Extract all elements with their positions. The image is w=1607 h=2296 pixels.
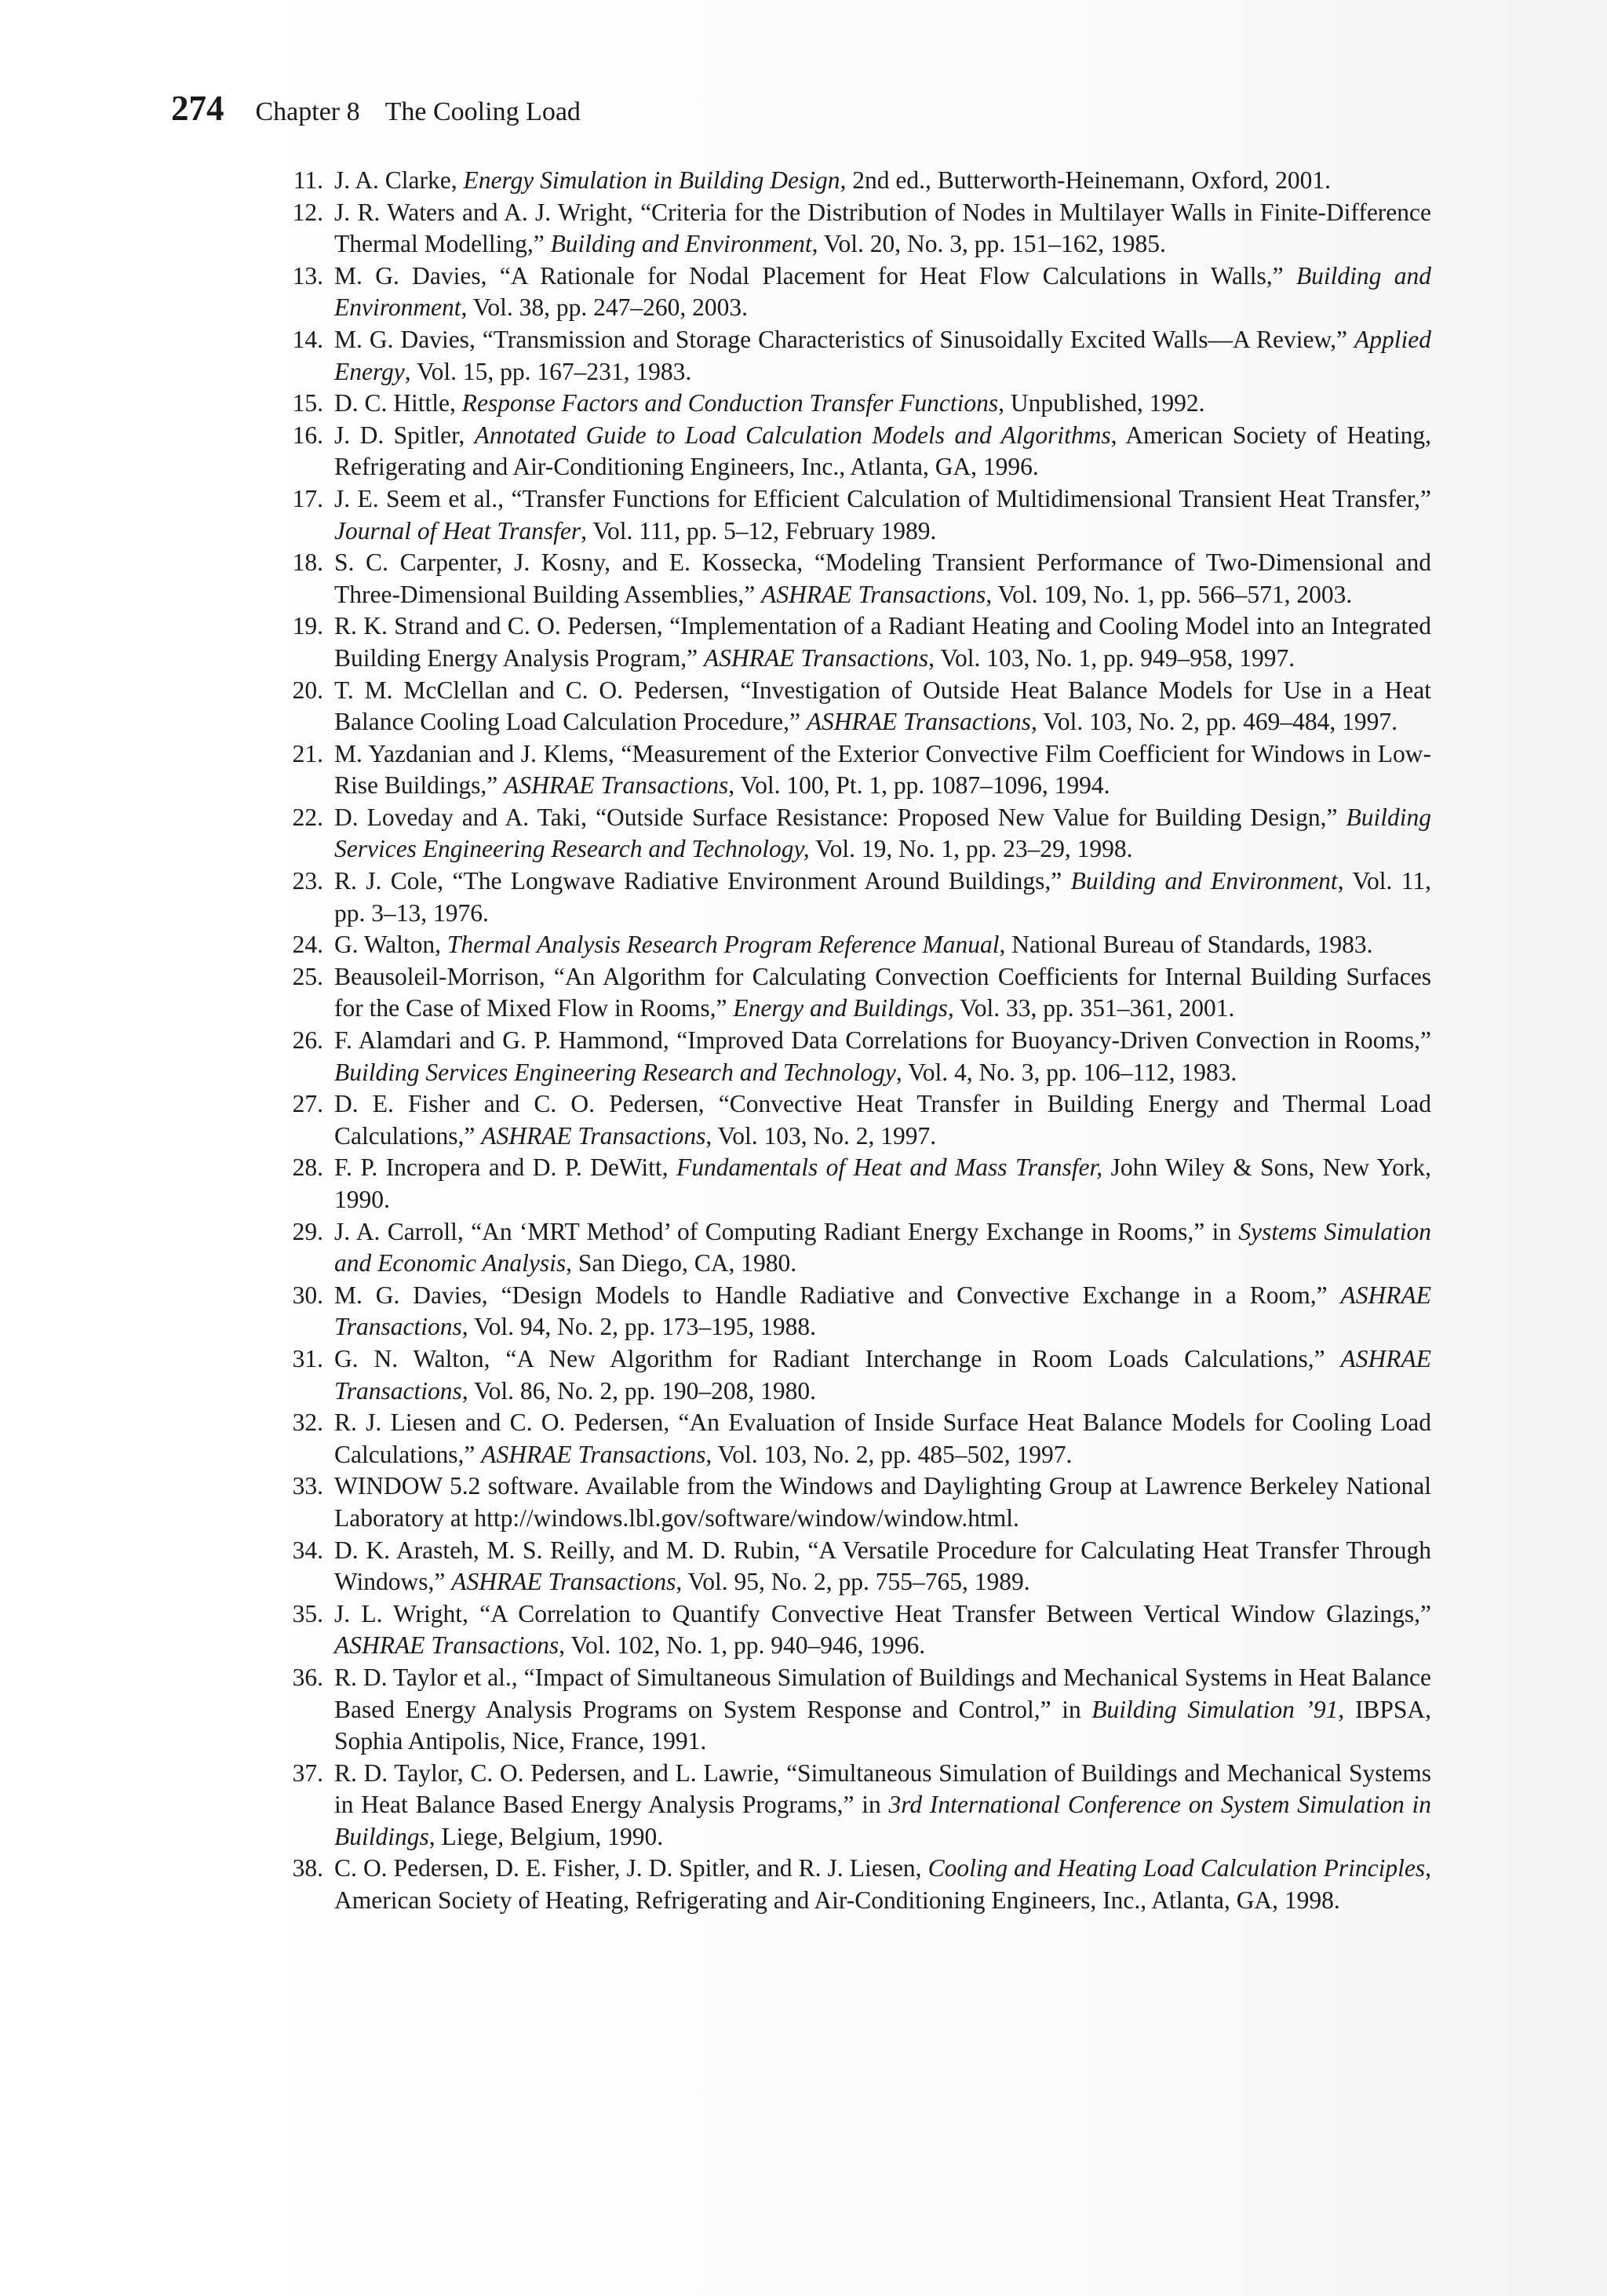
- reference-number: 36.: [292, 1663, 323, 1691]
- reference-segment: J. L. Wright, “A Correlation to Quantify Convective Heat Transfer Between Vertical Window Glazings,”: [334, 1599, 1431, 1627]
- reference-text: [334, 548, 1431, 608]
- reference-item: [282, 610, 1431, 674]
- reference-item: [282, 1407, 1431, 1471]
- reference-segment: , Vol. 109, No. 1, pp. 566–571, 2003.: [986, 580, 1353, 608]
- reference-item: [282, 802, 1431, 866]
- reference-source-title: Thermal Analysis Research Program Reference Manual: [446, 931, 1000, 959]
- reference-segment: , Vol. 111, pp. 5–12, February 1989.: [581, 516, 937, 545]
- reference-segment: D. E. Fisher and C. O. Pedersen, “Convective Heat Transfer in Building Energy and Thermal Load Calculations,”: [334, 1090, 1431, 1150]
- reference-number: 25.: [292, 962, 323, 990]
- reference-source-title: Energy and Buildings,: [733, 994, 954, 1022]
- reference-source-title: Annotated Guide to Load Calculation Models and Algorithms: [474, 421, 1111, 449]
- reference-segment: , Vol. 103, No. 2, pp. 485–502, 1997.: [705, 1440, 1073, 1468]
- reference-text: [334, 485, 1431, 545]
- reference-source-title: ASHRAE Transactions: [334, 1631, 559, 1660]
- reference-number: 35.: [292, 1599, 323, 1627]
- reference-segment: , Vol. 95, No. 2, pp. 755–765, 1989.: [676, 1568, 1030, 1596]
- reference-segment: Beausoleil-Morrison, “An Algorithm for Calculating Convection Coefficients for Internal Building Surfaces for the Case of Mixed Flow in Rooms,”: [334, 962, 1431, 1022]
- chapter-label: Chapter 8: [255, 97, 360, 126]
- reference-source-title: Response Factors and Conduction Transfer Functions: [461, 389, 999, 417]
- reference-number: 27.: [292, 1090, 323, 1118]
- reference-segment: M. Yazdanian and J. Klems, “Measurement of the Exterior Convective Film Coefficient for Windows in Low-Rise Buildings,”: [334, 739, 1431, 800]
- reference-number: 38.: [292, 1854, 323, 1882]
- reference-number: 24.: [292, 931, 323, 959]
- reference-item: [282, 1535, 1431, 1598]
- reference-segment: M. G. Davies, “Design Models to Handle Radiative and Convective Exchange in a Room,”: [334, 1281, 1341, 1309]
- reference-number: 14.: [292, 325, 323, 353]
- reference-text: [334, 1664, 1431, 1755]
- reference-text: [334, 1536, 1431, 1596]
- reference-source-title: Fundamentals of Heat and Mass Transfer,: [676, 1153, 1103, 1182]
- reference-text: [334, 166, 1331, 194]
- reference-item: [282, 675, 1431, 738]
- reference-number: 16.: [292, 421, 323, 449]
- reference-item: [282, 1152, 1431, 1215]
- reference-source-title: ASHRAE Transactions: [451, 1568, 676, 1596]
- reference-segment: , Vol. 4, No. 3, pp. 106–112, 1983.: [895, 1058, 1237, 1086]
- reference-segment: , National Bureau of Standards, 1983.: [999, 931, 1373, 959]
- running-head: [171, 88, 581, 138]
- reference-item: [282, 1758, 1431, 1853]
- reference-segment: Vol. 19, No. 1, pp. 23–29, 1998.: [809, 835, 1133, 863]
- reference-segment: , American Society of Heating, Refrigerating and Air-Conditioning Engineers, Inc., Atlanta, GA, 1996.: [334, 421, 1431, 481]
- reference-source-title: Building and Environment: [1070, 867, 1338, 895]
- reference-item: [282, 1343, 1431, 1407]
- reference-source-title: ASHRAE Transactions: [334, 1281, 1431, 1341]
- reference-number: 30.: [292, 1281, 323, 1309]
- reference-number: 18.: [292, 548, 323, 577]
- reference-text: [334, 199, 1431, 258]
- reference-item: [282, 929, 1431, 961]
- reference-text: [334, 262, 1431, 322]
- reference-source-title: Energy Simulation in Building Design,: [463, 166, 847, 194]
- reference-segment: J. D. Spitler,: [334, 421, 475, 449]
- reference-text: [334, 389, 1204, 417]
- reference-text: [334, 1153, 1431, 1213]
- reference-number: 11.: [293, 166, 323, 194]
- reference-segment: , San Diego, CA, 1980.: [566, 1249, 797, 1277]
- reference-text: [334, 867, 1431, 927]
- reference-segment: , Vol. 103, No. 1, pp. 949–958, 1997.: [928, 643, 1295, 672]
- reference-source-title: 3rd International Conference on System Simulation in Buildings: [334, 1791, 1431, 1850]
- reference-segment: , Vol. 15, pp. 167–231, 1983.: [404, 357, 692, 385]
- reference-segment: R. J. Cole, “The Longwave Radiative Environment Around Buildings,”: [334, 867, 1071, 895]
- reference-number: 17.: [292, 484, 323, 512]
- reference-item: [282, 261, 1431, 324]
- reference-segment: F. Alamdari and G. P. Hammond, “Improved Data Correlations for Buoyancy-Driven Convection in Rooms,”: [334, 1026, 1431, 1055]
- reference-number: 31.: [292, 1344, 323, 1372]
- reference-number: 26.: [292, 1026, 323, 1055]
- reference-item: [282, 388, 1431, 420]
- reference-item: [282, 420, 1431, 483]
- reference-segment: F. P. Incropera and D. P. DeWitt,: [334, 1153, 676, 1182]
- reference-segment: R. K. Strand and C. O. Pedersen, “Implementation of a Radiant Heating and Cooling Model into an Integrated Building Energy Analysis Program,”: [334, 612, 1431, 672]
- reference-number: 33.: [292, 1472, 323, 1500]
- reference-segment: , Vol. 102, No. 1, pp. 940–946, 1996.: [559, 1631, 926, 1660]
- reference-segment: J. A. Carroll, “An ‘MRT Method’ of Computing Radiant Energy Exchange in Rooms,” in: [334, 1217, 1239, 1245]
- reference-source-title: ASHRAE Transactions: [806, 708, 1031, 736]
- reference-segment: , Vol. 20, No. 3, pp. 151–162, 1985.: [811, 230, 1166, 258]
- reference-text: [334, 931, 1372, 958]
- reference-segment: D. Loveday and A. Taki, “Outside Surface Resistance: Proposed New Value for Building Design,”: [334, 803, 1346, 831]
- reference-source-title: ASHRAE Transactions: [481, 1121, 706, 1150]
- reference-segment: M. G. Davies, “A Rationale for Nodal Placement for Heat Flow Calculations in Walls,”: [334, 261, 1296, 290]
- reference-source-title: Building and Environment: [334, 261, 1431, 322]
- reference-number: 22.: [292, 803, 323, 831]
- reference-segment: J. R. Waters and A. J. Wright, “Criteria for the Distribution of Nodes in Multilayer Walls in Finite-Difference Thermal Modelling,”: [334, 198, 1431, 258]
- reference-text: [334, 1759, 1431, 1850]
- reference-number: 37.: [292, 1758, 323, 1787]
- reference-text: [334, 421, 1431, 481]
- reference-text: [334, 1472, 1431, 1532]
- reference-segment: D. C. Hittle,: [334, 389, 462, 417]
- reference-source-title: ASHRAE Transactions: [334, 1344, 1431, 1405]
- reference-segment: D. K. Arasteh, M. S. Reilly, and M. D. Rubin, “A Versatile Procedure for Calculating Heat Transfer Through Windows,”: [334, 1536, 1431, 1596]
- reference-number: 29.: [292, 1217, 323, 1245]
- reference-text: [334, 1090, 1431, 1150]
- reference-segment: 2nd ed., Butterworth-Heinemann, Oxford, 2001.: [846, 166, 1332, 194]
- reference-segment: , Vol. 94, No. 2, pp. 173–195, 1988.: [461, 1313, 817, 1341]
- reference-item: [282, 324, 1431, 388]
- reference-source-title: Applied Energy: [334, 325, 1431, 385]
- reference-text: [334, 612, 1431, 672]
- reference-segment: J. A. Clarke,: [334, 166, 464, 194]
- reference-item: [282, 1598, 1431, 1662]
- reference-item: [282, 1853, 1431, 1916]
- reference-source-title: Building Services Engineering Research and Technology,: [334, 803, 1431, 863]
- reference-source-title: Building and Environment: [550, 230, 812, 258]
- reference-segment: , IBPSA, Sophia Antipolis, Nice, France, 1991.: [334, 1695, 1431, 1755]
- reference-segment: M. G. Davies, “Transmission and Storage Characteristics of Sinusoidally Excited Walls—A Review,”: [334, 325, 1355, 353]
- reference-segment: John Wiley & Sons, New York, 1990.: [334, 1153, 1431, 1213]
- reference-item: [282, 1088, 1431, 1152]
- reference-text: [334, 804, 1431, 863]
- reference-item: [282, 866, 1431, 929]
- reference-segment: J. E. Seem et al., “Transfer Functions for Efficient Calculation of Multidimensional Transient Heat Transfer,”: [334, 484, 1431, 512]
- reference-source-title: ASHRAE Transactions: [704, 643, 929, 672]
- reference-item: [282, 1662, 1431, 1758]
- chapter-title: The Cooling Load: [384, 97, 581, 126]
- reference-source-title: ASHRAE Transactions: [504, 771, 729, 800]
- reference-segment: , Vol. 38, pp. 247–260, 2003.: [461, 293, 749, 322]
- reference-item: [282, 1216, 1431, 1280]
- reference-item: [282, 1471, 1431, 1534]
- reference-number: 28.: [292, 1153, 323, 1182]
- reference-number: 23.: [292, 867, 323, 895]
- reference-segment: , Vol. 11, pp. 3–13, 1976.: [334, 867, 1431, 927]
- reference-text: [334, 1218, 1431, 1277]
- reference-text: [334, 1600, 1431, 1660]
- reference-segment: C. O. Pedersen, D. E. Fisher, J. D. Spitler, and R. J. Liesen,: [334, 1854, 928, 1882]
- reference-segment: R. J. Liesen and C. O. Pedersen, “An Evaluation of Inside Surface Heat Balance Models for Cooling Load Calculations,”: [334, 1409, 1431, 1468]
- reference-number: 19.: [292, 612, 323, 640]
- reference-segment: T. M. McClellan and C. O. Pedersen, “Investigation of Outside Heat Balance Models for Use in a Heat Balance Cooling Load Calculation Procedure,”: [334, 676, 1431, 736]
- reference-text: [334, 740, 1431, 800]
- reference-segment: , Vol. 86, No. 2, pp. 190–208, 1980.: [461, 1376, 817, 1405]
- reference-number: 12.: [292, 198, 323, 226]
- reference-text: [334, 1345, 1431, 1405]
- reference-segment: , Liege, Belgium, 1990.: [428, 1822, 664, 1850]
- page-number: 274: [171, 89, 224, 128]
- reference-number: 13.: [292, 261, 323, 290]
- reference-number: 20.: [292, 676, 323, 704]
- reference-item: [282, 165, 1431, 197]
- reference-list: [282, 165, 1431, 1917]
- reference-text: [334, 326, 1431, 385]
- reference-item: [282, 483, 1431, 547]
- reference-item: [282, 547, 1431, 610]
- reference-item: [282, 1025, 1431, 1088]
- reference-number: 15.: [292, 389, 323, 417]
- reference-segment: G. N. Walton, “A New Algorithm for Radiant Interchange in Room Loads Calculations,”: [334, 1344, 1341, 1372]
- reference-segment: R. D. Taylor et al., “Impact of Simultaneous Simulation of Buildings and Mechanical Systems in Heat Balance Based Energy Analysis Programs on System Response and Control,” in: [334, 1663, 1431, 1723]
- reference-segment: S. C. Carpenter, J. Kosny, and E. Kossecka, “Modeling Transient Performance of Two-Dimensional and Three-Dimensional Building Assemblies,”: [334, 548, 1431, 608]
- reference-segment: , Vol. 103, No. 2, 1997.: [705, 1121, 937, 1150]
- reference-source-title: Journal of Heat Transfer: [334, 516, 581, 545]
- reference-segment: WINDOW 5.2 software. Available from the Windows and Daylighting Group at Lawrence Berkeley National Laboratory at http://windows.lbl.gov/software/window/window.html.: [334, 1472, 1431, 1532]
- reference-segment: , Vol. 103, No. 2, pp. 469–484, 1997.: [1030, 708, 1397, 736]
- reference-text: [334, 1026, 1431, 1086]
- reference-source-title: Cooling and Heating Load Calculation Principles: [927, 1854, 1426, 1882]
- reference-source-title: ASHRAE Transactions: [761, 580, 986, 608]
- reference-text: [334, 1281, 1431, 1341]
- reference-segment: , Unpublished, 1992.: [998, 389, 1205, 417]
- reference-segment: R. D. Taylor, C. O. Pedersen, and L. Lawrie, “Simultaneous Simulation of Buildings and Mechanical Systems in Heat Balance Based Energy Analysis Programs,” in: [334, 1758, 1431, 1819]
- reference-text: [334, 963, 1431, 1022]
- reference-item: [282, 1280, 1431, 1343]
- reference-source-title: Building Services Engineering Research and Technology: [334, 1058, 896, 1086]
- reference-text: [334, 676, 1431, 736]
- reference-item: [282, 738, 1431, 802]
- reference-item: [282, 961, 1431, 1025]
- reference-segment: , Vol. 100, Pt. 1, pp. 1087–1096, 1994.: [728, 771, 1110, 800]
- reference-segment: , American Society of Heating, Refrigerating and Air-Conditioning Engineers, Inc., Atlanta, GA, 1998.: [334, 1854, 1431, 1915]
- reference-item: [282, 197, 1431, 261]
- reference-number: 21.: [292, 739, 323, 767]
- reference-number: 32.: [292, 1409, 323, 1437]
- reference-source-title: Systems Simulation and Economic Analysis: [334, 1217, 1431, 1277]
- reference-source-title: ASHRAE Transactions: [481, 1440, 706, 1468]
- reference-text: [334, 1854, 1431, 1914]
- reference-text: [334, 1409, 1431, 1468]
- reference-source-title: Building Simulation ’91: [1091, 1695, 1339, 1723]
- reference-number: 34.: [292, 1536, 323, 1564]
- reference-segment: G. Walton,: [334, 931, 447, 959]
- reference-segment: Vol. 33, pp. 351–361, 2001.: [953, 994, 1235, 1022]
